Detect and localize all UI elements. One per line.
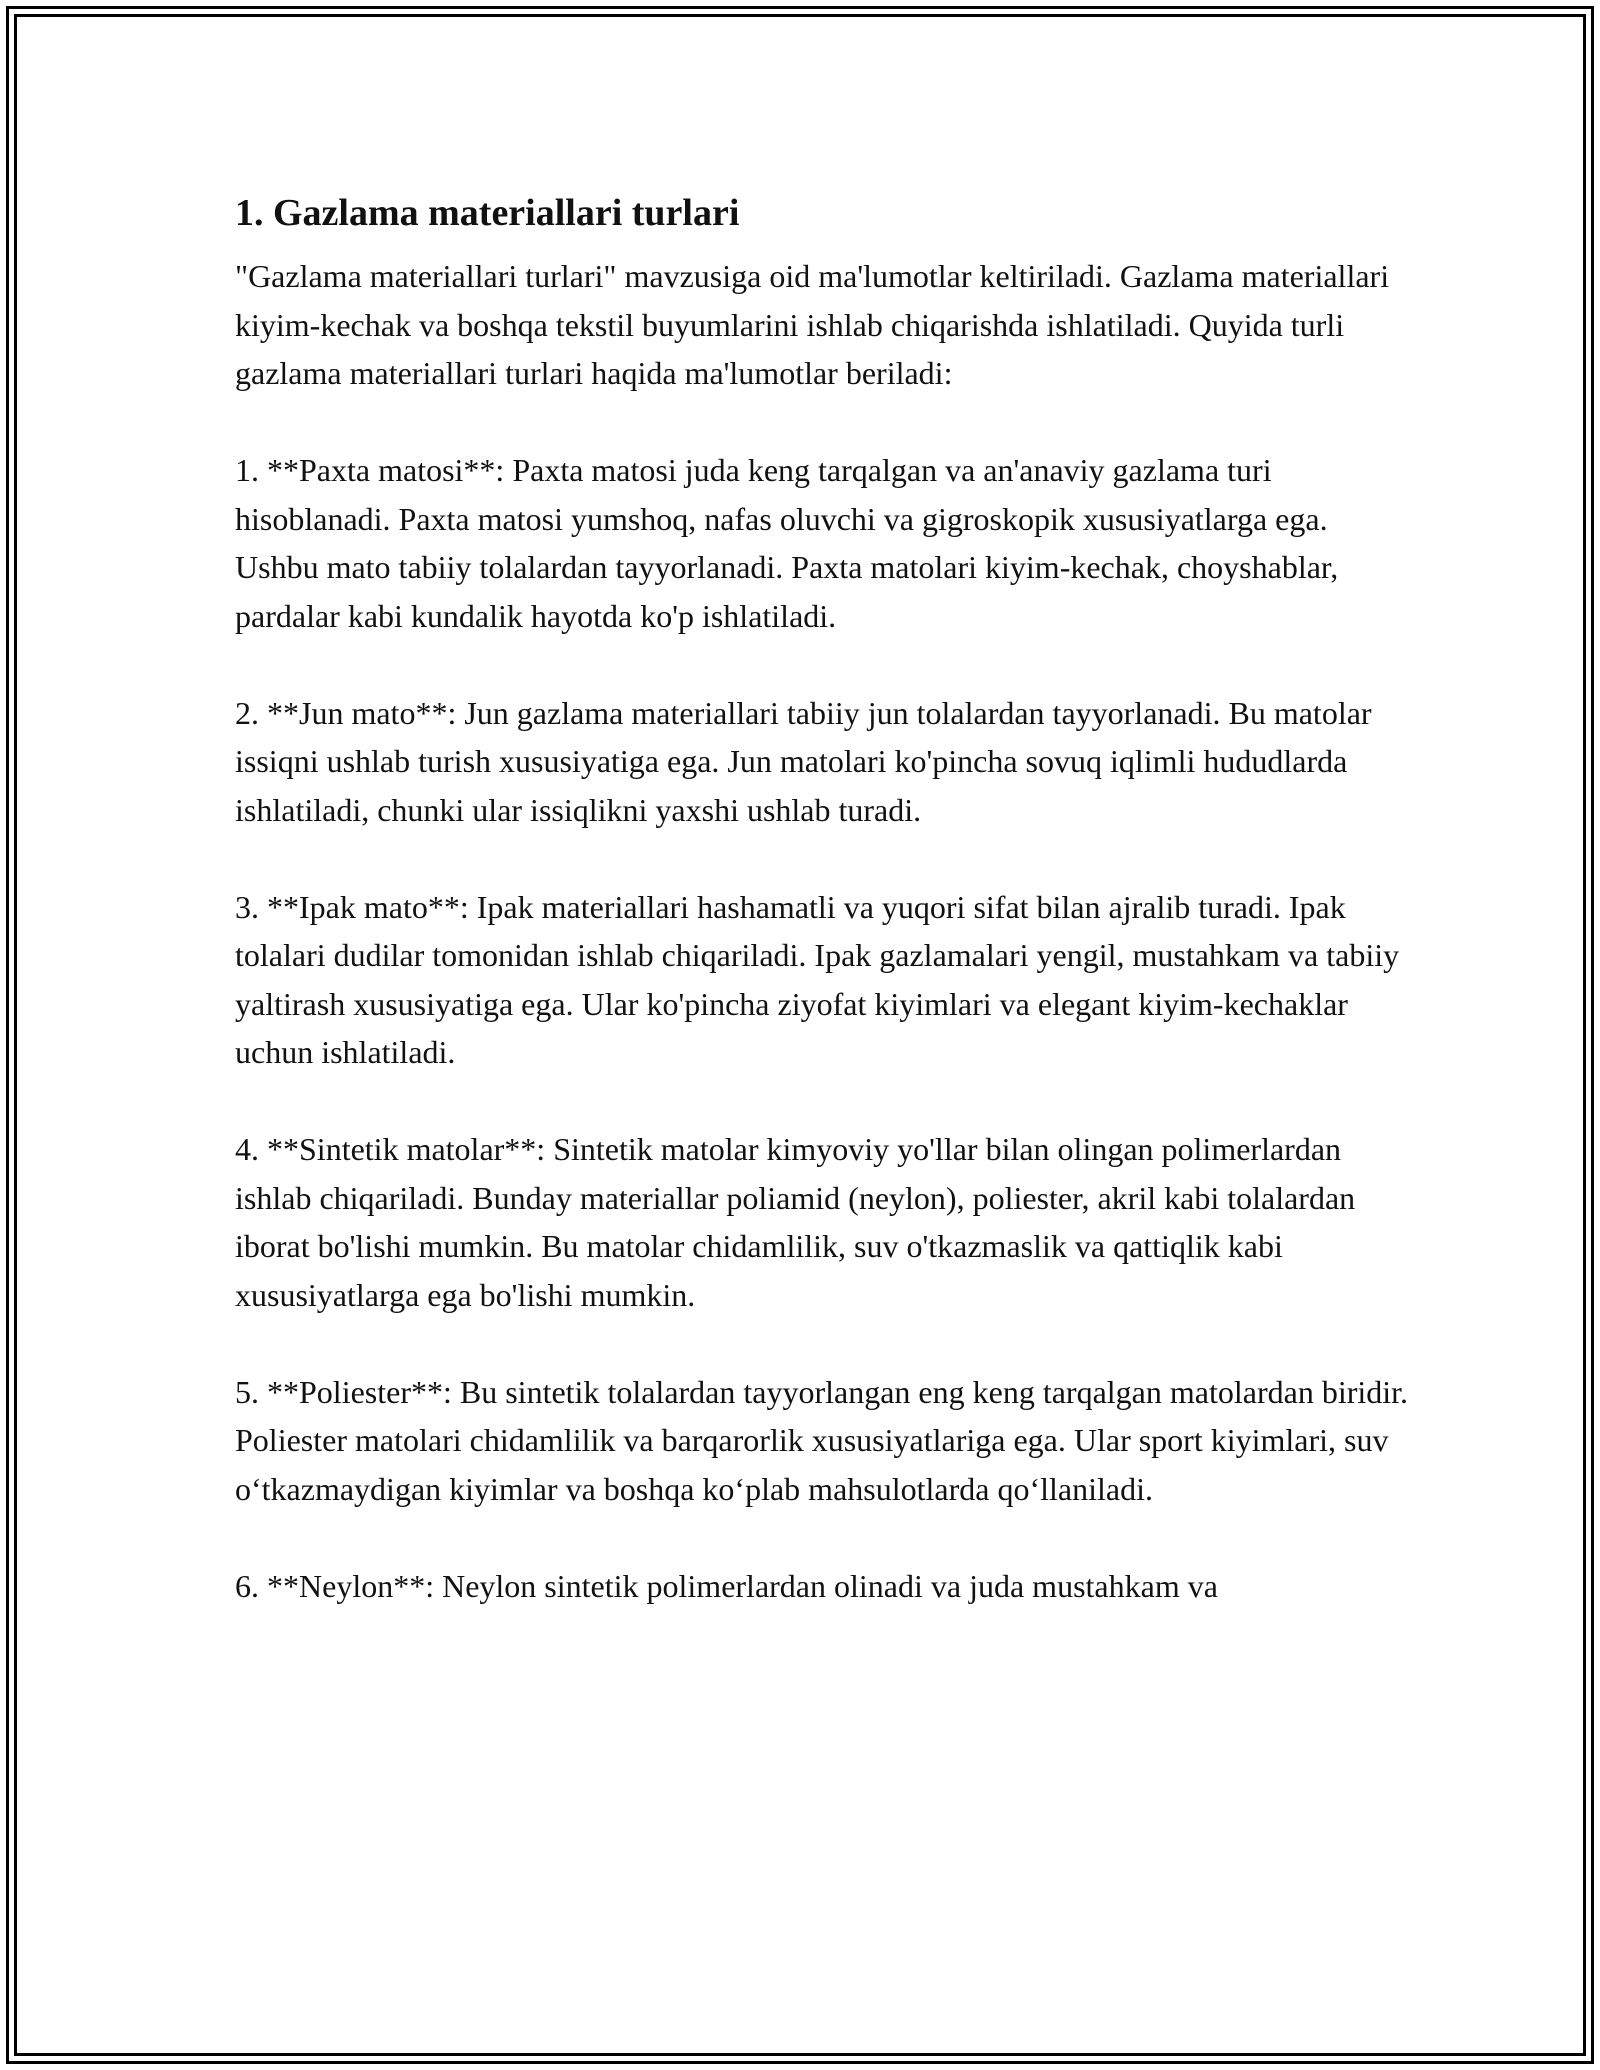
document-title: 1. Gazlama materiallari turlari — [235, 192, 740, 234]
paragraph-neylon: 6. **Neylon**: Neylon sintetik polimerlardan olinadi va juda mustahkam va — [235, 1567, 1218, 1604]
document-body — [235, 186, 1415, 1610]
paragraph-paxta-matosi: 1. **Paxta matosi**: Paxta matosi juda keng tarqalgan va an'anaviy gazlama turi hisoblanadi. Paxta matosi yumshoq, nafas oluvchi va gigroskopik xususiyatlarga ega. Ushbu mato tabiiy tolalardan tayyorlanadi. Paxta matolari kiyim-kechak, choyshablar, pardalar kabi kundalik hayotda ko'p ishlatiladi. — [235, 452, 1339, 634]
paragraph-poliester: 5. **Poliester**: Bu sintetik tolalardan tayyorlangan eng keng tarqalgan matolardan biridir. Poliester matolari chidamlilik va barqarorlik xususiyatlariga ega. Ular sport kiyimlari, suv o‘tkazmaydigan kiyimlar va boshqa ko‘plab mahsulotlarda qo‘llaniladi. — [235, 1373, 1409, 1507]
paragraph-jun-mato: 2. **Jun mato**: Jun gazlama materiallari tabiiy jun tolalardan tayyorlanadi. Bu matolar issiqni ushlab turish xususiyatiga ega. Jun matolari ko'pincha sovuq iqlimli hududlarda ishlatiladi, chunki ular issiqlikni yaxshi ushlab turadi. — [235, 694, 1372, 828]
paragraph-sintetik-matolar: 4. **Sintetik matolar**: Sintetik matolar kimyoviy yo'llar bilan olingan polimerlardan ishlab chiqariladi. Bunday materiallar poliamid (neylon), poliester, akril kabi tolalardan iborat bo'lishi mumkin. Bu matolar chidamlilik, suv o'tkazmaslik va qattiqlik kabi xususiyatlarga ega bo'lishi mumkin. — [235, 1131, 1356, 1313]
intro-paragraph: "Gazlama materiallari turlari" mavzusiga oid ma'lumotlar keltiriladi. Gazlama materiallari kiyim-kechak va boshqa tekstil buyumlarini ishlab chiqarishda ishlatiladi. Quyida turli gazlama materiallari turlari haqida ma'lumotlar beriladi: — [235, 258, 1390, 391]
paragraph-ipak-mato: 3. **Ipak mato**: Ipak materiallari hashamatli va yuqori sifat bilan ajralib turadi. Ipak tolalari dudilar tomonidan ishlab chiqariladi. Ipak gazlamalari yengil, mustahkam va tabiiy yaltirash xususiyatiga ega. Ular ko'pincha ziyofat kiyimlari va elegant kiyim-kechaklar uchun ishlatiladi. — [235, 888, 1400, 1070]
